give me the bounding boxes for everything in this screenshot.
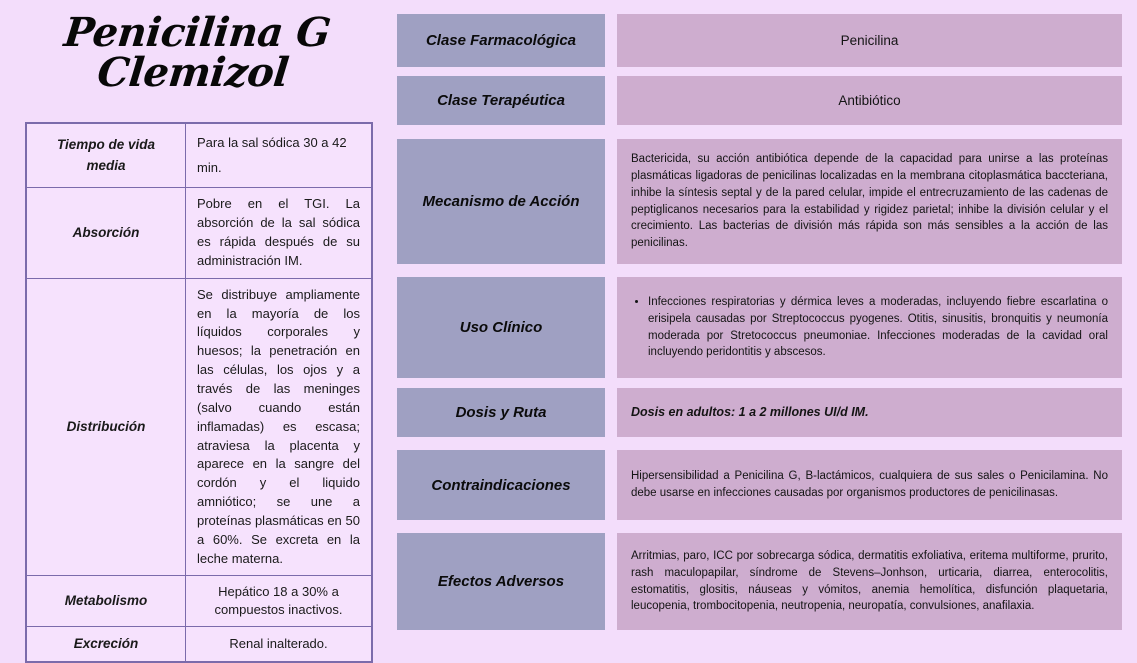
right-row-label-clase-farmacologica: Clase Farmacológica [397, 14, 605, 67]
right-row-value-uso-clinico [617, 277, 1122, 378]
row-label: Excreción [26, 626, 186, 662]
table-row [26, 123, 372, 188]
table-row [26, 576, 372, 626]
value-text: Bactericida, su acción antibiótica depende de la capacidad para unirse a las proteínas plasmáticas ligadoras de penicilinas localizadas en la membrana citoplasmática baccteriana, inhibe la síntesis septal y de la pared celular, impide el entrecruzamiento de las cadenas de peptiglicanos necesarios para la estabilidad y rigidez parietal; inhibe la división celular y el crecimiento. Las bacterias de división más rápida son más sensibles a la acción de las penicilinas. [631, 153, 1108, 249]
row-value: Se distribuye ampliamente en la mayoría de los líquidos corporales y huesos; la penetración en las células, los ojos y a través de las meninges (salvo cuando están inflamadas) es escasa; atraviesa la placenta y aparece en la sangre del cordón y el liquido amniótico; se une a proteínas plasmáticas en 50 a 60%. Se excreta en la leche materna. [186, 278, 373, 576]
right-row-value-dosis-y-ruta [617, 388, 1122, 437]
table-row [26, 188, 372, 278]
value-text: Dosis en adultos: 1 a 2 millones UI/d IM. [631, 405, 869, 420]
table-row [26, 626, 372, 662]
row-value: Renal inalterado. [186, 626, 373, 662]
row-value: Hepático 18 a 30% a compuestos inactivos. [186, 576, 373, 626]
right-row-value-mecanismo-de-accion [617, 139, 1122, 264]
row-label: Absorción [26, 188, 186, 278]
right-row-value-contraindicaciones [617, 450, 1122, 520]
right-row-value-efectos-adversos [617, 533, 1122, 630]
table-row [26, 278, 372, 576]
row-value: Pobre en el TGI. La absorción de la sal sódica es rápida después de su administración IM. [186, 188, 373, 278]
right-row-label-efectos-adversos: Efectos Adversos [397, 533, 605, 630]
row-label: Distribución [26, 278, 186, 576]
list-item: • Infecciones respiratorias y dérmica leves a moderadas, incluyendo fiebre escarlatina o erisipela causadas por Streptococcus pyogenes. Otitis, sinusitis, bronquitis y neumonía moderada por Stretococcus pneumoniae. Infecciones moderadas de la cavidad oral incluyendo peridontitis y abscesos. [648, 294, 1108, 361]
left-panel [0, 0, 390, 651]
value-text: Antibiótico [838, 92, 901, 108]
row-label: Tiempo de vida media [26, 123, 186, 188]
value-text: Arritmias, paro, ICC por sobrecarga sódica, dermatitis exfoliativa, eritema multiforme, prurito, rash maculopapilar, síndrome de Stevens–Jonhson, urticaria, diarrea, enterocolitis, estomatitis, glositis, náuseas y vómitos, anemia hemolítica, disfunción plaquetaria, leucopenia, trombocitopenia, neutropenia, neuropatía, convulsiones, anafilaxia. [631, 550, 1108, 613]
title-line-2: Clemizol [95, 49, 291, 96]
row-label: Metabolismo [26, 576, 186, 626]
right-row-label-contraindicaciones: Contraindicaciones [397, 450, 605, 520]
pharmacokinetics-table [25, 122, 373, 663]
right-row-label-uso-clinico: Uso Clínico [397, 277, 605, 378]
right-row-value-clase-terapeutica [617, 76, 1122, 125]
right-row-label-dosis-y-ruta: Dosis y Ruta [397, 388, 605, 437]
title-line-1: Penicilina G [61, 9, 333, 56]
right-row-value-clase-farmacologica [617, 14, 1122, 67]
value-text [631, 294, 1108, 361]
value-text: Penicilina [840, 32, 899, 48]
bullet-list [631, 294, 1108, 361]
right-row-label-clase-terapeutica: Clase Terapéutica [397, 76, 605, 125]
page-title [0, 9, 394, 96]
right-row-label-mecanismo-de-accion: Mecanismo de Acción [397, 139, 605, 264]
value-text: Hipersensibilidad a Penicilina G, B-lactámicos, cualquiera de sus sales o Penicilamina. No debe usarse en infecciones causadas por organismos productores de penicilinasas. [631, 470, 1108, 499]
right-panel [390, 0, 1137, 640]
row-value: Para la sal sódica 30 a 42 min. [186, 123, 373, 188]
